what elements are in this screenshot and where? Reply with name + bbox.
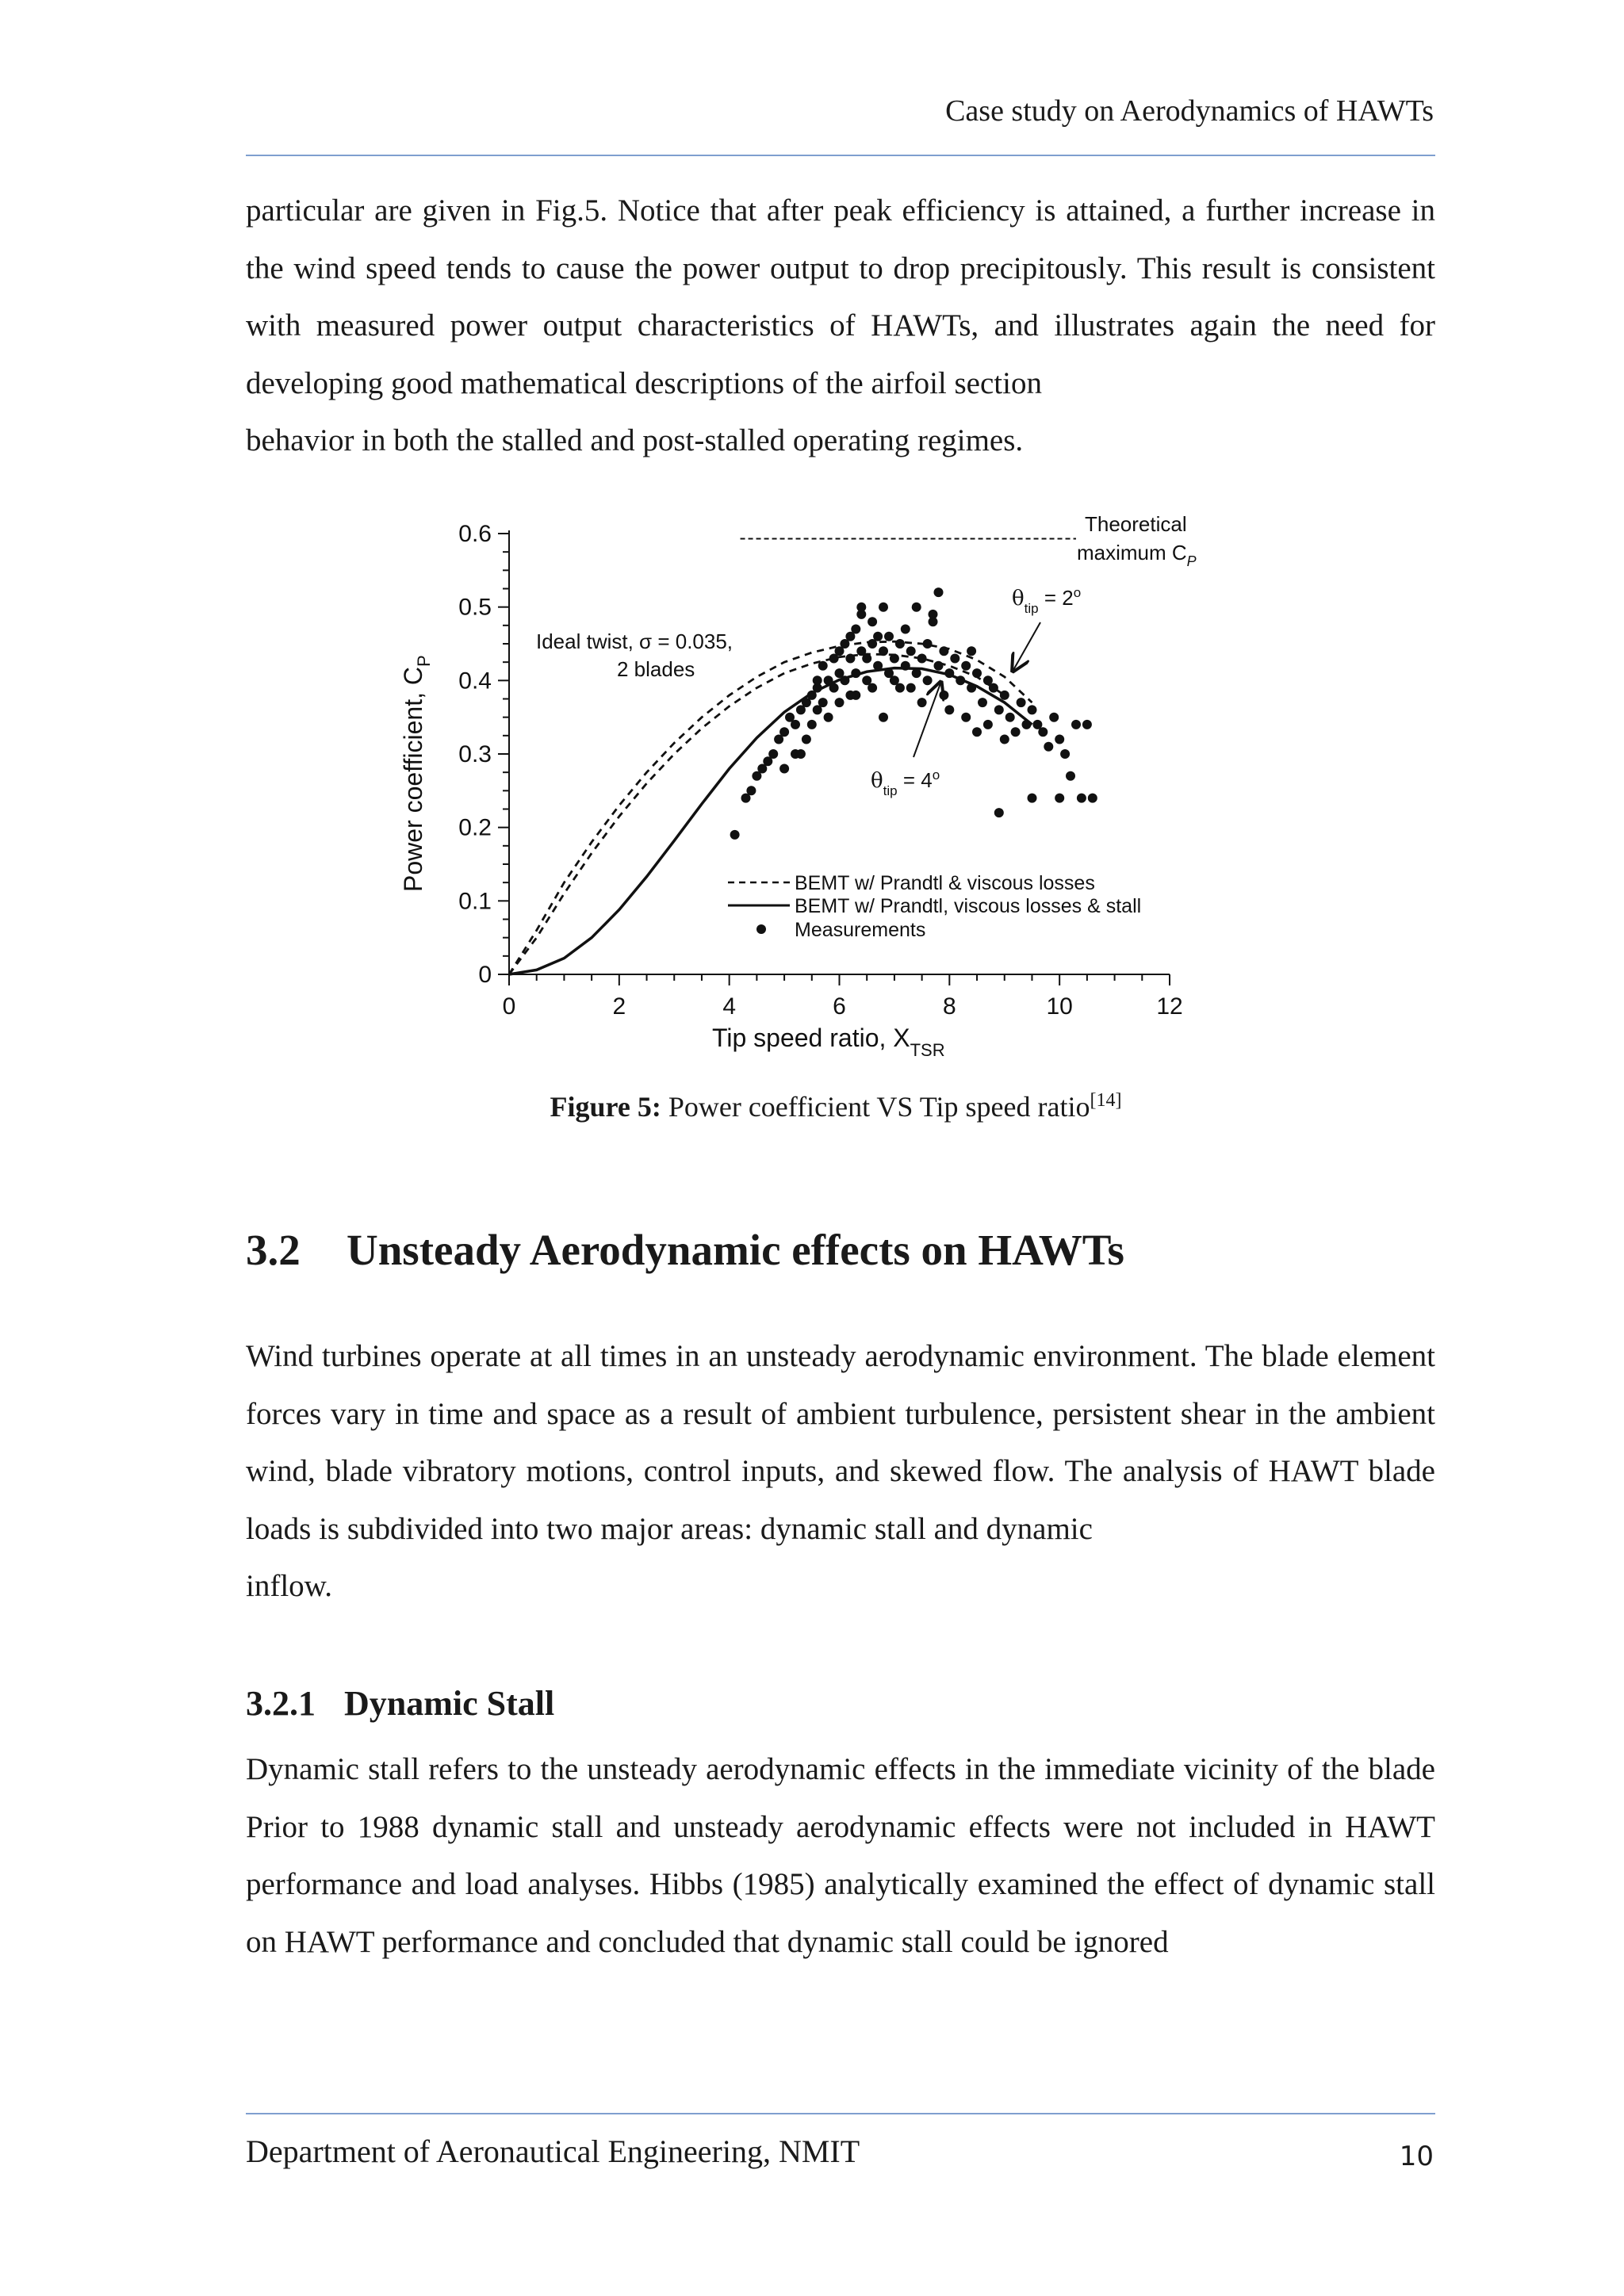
measurement-point [1044,742,1053,752]
page-header-title: Case study on Aerodynamics of HAWTs [945,94,1434,128]
measurement-point [1066,771,1075,781]
x-tick-label: 12 [1156,993,1183,1020]
measurement-point [879,646,888,656]
x-tick-label: 10 [1046,993,1073,1020]
theoretical-label-text: maximum C [1077,541,1187,564]
x-tick-label: 4 [722,993,737,1020]
paragraph-dynamic-stall-text: Dynamic stall refers to the unsteady aerodynamic effects in the immediate vicinity of the blade Prior to 1988 dynamic stall and unsteady aerodynamic effects were not included in HAWT performance and load analyses. Hibbs (1985) analytically examined the effect of dynamic stall on HAWT performance and concluded that dynamic stall could be ignored [246,1752,1435,1959]
ideal-twist-label-line2: 2 blades [617,657,695,681]
measurement-point [989,683,998,693]
measurement-point [901,661,910,671]
measurement-point [961,661,971,671]
measurement-point [944,705,954,714]
y-axis-label-text: Power coefficient, C [399,667,427,892]
measurement-point [972,668,982,678]
paragraph-intro-text: particular are given in Fig.5. Notice that after peak efficiency is attained, a further increase in the wind speed tends to cause the power output to drop precipitously. This result is consistent with measured power output characteristics of HAWTs, and illustrates again the need for developing good mathematical descriptions of the airfoil section [246,193,1435,400]
x-tick-label: 6 [833,993,846,1020]
footer-department: Department of Aeronautical Engineering, NMIT [246,2133,860,2169]
measurement-point [813,675,822,685]
theta-tip-2-sub: tip [1024,601,1039,616]
measurement-point [950,654,959,664]
measurement-point [1000,691,1009,700]
theta-tip-2-label [1012,585,1081,616]
y-tick-label: 0.2 [458,814,492,841]
measurement-point [851,625,860,634]
measurement-point [879,713,888,722]
figure-caption-label: Figure 5: [550,1091,661,1123]
theoretical-label-line1: Theoretical [1085,512,1187,536]
paragraph-unsteady [246,1328,1435,1616]
theoretical-label-sub: P [1186,553,1197,569]
measurement-point [1055,794,1064,803]
measurement-point [802,735,811,744]
theta-tip-2-degree: o [1073,585,1082,600]
chart-measurements [730,587,1097,840]
measurement-point [906,646,916,656]
measurement-point [835,698,845,707]
bemt-viscous-curve-0 [509,641,1032,974]
measurement-point [845,654,855,664]
page-number: 10 [1399,2141,1434,2172]
measurement-point [961,713,971,722]
measurement-point [983,720,993,729]
y-tick-label: 0.4 [458,668,492,695]
y-tick-label: 0.3 [458,741,492,767]
measurement-point [862,654,871,664]
measurement-point [956,675,965,685]
measurement-point [923,639,933,649]
measurement-point [912,603,921,612]
theta-tip-2-value: = 2 [1038,586,1074,610]
measurement-point [967,683,976,693]
measurement-point [868,617,877,626]
measurement-point [730,830,740,840]
measurement-point [1049,713,1059,722]
measurement-point [1022,720,1032,729]
y-tick-label: 0.5 [458,594,492,621]
measurement-point [768,749,778,759]
y-tick-label: 0 [478,962,492,988]
theta-tip-4-label [871,767,940,798]
measurement-point [1071,720,1081,729]
theoretical-label-line2 [1077,541,1197,569]
measurement-point [879,603,888,612]
bemt-viscous-curve-1 [509,654,1005,974]
measurement-point [895,639,905,649]
paragraph-dynamic-stall [246,1741,1435,1971]
measurement-point [890,654,899,664]
measurement-point [972,727,982,737]
measurement-point [873,661,883,671]
measurement-point [939,691,948,700]
theta-tip-4-value: = 4 [897,768,933,792]
theta-tip-2-arrow [1013,622,1040,670]
paragraph-intro-last-line: behavior in both the stalled and post-stalled operating regimes. [246,423,1024,457]
x-axis-label-sub: TSR [910,1040,945,1060]
paragraph-unsteady-last-line: inflow. [246,1569,333,1603]
legend-entry-solid: BEMT w/ Prandtl, viscous losses & stall [795,895,1142,917]
measurement-point [978,698,987,707]
measurement-point [856,603,866,612]
measurement-point [884,632,894,641]
measurement-point [779,727,789,737]
measurement-point [1038,727,1048,737]
x-tick-label: 2 [612,993,626,1020]
measurement-point [912,668,921,678]
measurement-point [895,683,905,693]
measurement-point [1017,698,1026,707]
measurement-point [934,587,944,597]
measurement-point [939,646,948,656]
measurement-point [818,698,828,707]
measurement-point [1005,713,1015,722]
section-title-3-2-1: Dynamic Stall [344,1684,555,1723]
measurement-point [934,661,944,671]
measurement-point [917,654,927,664]
measurement-point [1011,727,1021,737]
theta-tip-4-symbol: θ [871,769,883,793]
measurement-point [1060,749,1070,759]
section-heading-3-2-1 [246,1683,554,1724]
section-number-3-2: 3.2 [246,1226,301,1274]
x-tick-label: 0 [502,993,516,1020]
footer-rule [246,2113,1435,2114]
measurement-point [1055,735,1064,744]
measurement-point [845,691,855,700]
x-axis-label [712,1024,945,1060]
measurement-point [917,698,927,707]
measurement-point [829,683,839,693]
y-axis-label-sub: P [414,655,434,668]
chart-legend [728,872,1141,941]
legend-entry-dashed: BEMT w/ Prandtl & viscous losses [795,872,1095,894]
measurement-point [901,625,910,634]
measurement-point [906,683,916,693]
measurement-point [1088,794,1097,803]
measurement-point [824,713,833,722]
legend-entry-markers: Measurements [795,919,926,941]
y-tick-label: 0.6 [458,521,492,547]
theta-tip-4-degree: o [932,767,940,783]
measurement-point [840,675,849,685]
theta-tip-4-arrow [914,683,940,757]
measurement-point [1028,794,1037,803]
measurement-point [791,720,800,729]
x-axis-label-text: Tip speed ratio, X [712,1024,910,1052]
section-title-3-2: Unsteady Aerodynamic effects on HAWTs [347,1226,1124,1274]
measurement-point [923,675,933,685]
measurement-point [746,786,756,795]
theta-tip-2-symbol: θ [1012,587,1025,610]
measurement-point [994,808,1004,817]
bemt-stall-curve [509,668,1032,974]
figure-caption [0,1090,1624,1123]
y-tick-label: 0.1 [458,888,492,915]
figure-caption-reference: [14] [1090,1090,1122,1111]
section-heading-3-2 [246,1225,1124,1275]
section-number-3-2-1: 3.2.1 [246,1684,316,1723]
x-tick-label: 8 [942,993,956,1020]
power-coefficient-chart [0,0,1624,1078]
ideal-twist-label-line1: Ideal twist, σ = 0.035, [536,629,733,653]
measurement-point [851,668,860,678]
measurement-point [796,749,806,759]
measurement-point [818,661,828,671]
measurement-point [1000,735,1009,744]
paragraph-unsteady-text: Wind turbines operate at all times in an unsteady aerodynamic environment. The blade element forces vary in time and space as a result of ambient turbulence, persistent shear in the ambient wind, blade vibratory motions, control inputs, and skewed flow. The analysis of HAWT blade loads is subdivided into two major areas: dynamic stall and dynamic [246,1339,1435,1546]
y-axis-label [399,655,434,892]
measurement-point [967,646,976,656]
figure-caption-text: Power coefficient VS Tip speed ratio [661,1091,1090,1123]
measurement-point [1082,720,1092,729]
measurement-point [868,683,877,693]
measurement-point [807,720,817,729]
measurement-point [944,668,954,678]
theta-tip-4-sub: tip [883,783,898,798]
measurement-point [1028,705,1037,714]
measurement-point [1077,794,1086,803]
measurement-point [994,705,1004,714]
measurement-point [929,610,938,619]
measurement-point [779,764,789,774]
measurement-point [873,632,883,641]
legend-swatch-marker [756,924,766,934]
